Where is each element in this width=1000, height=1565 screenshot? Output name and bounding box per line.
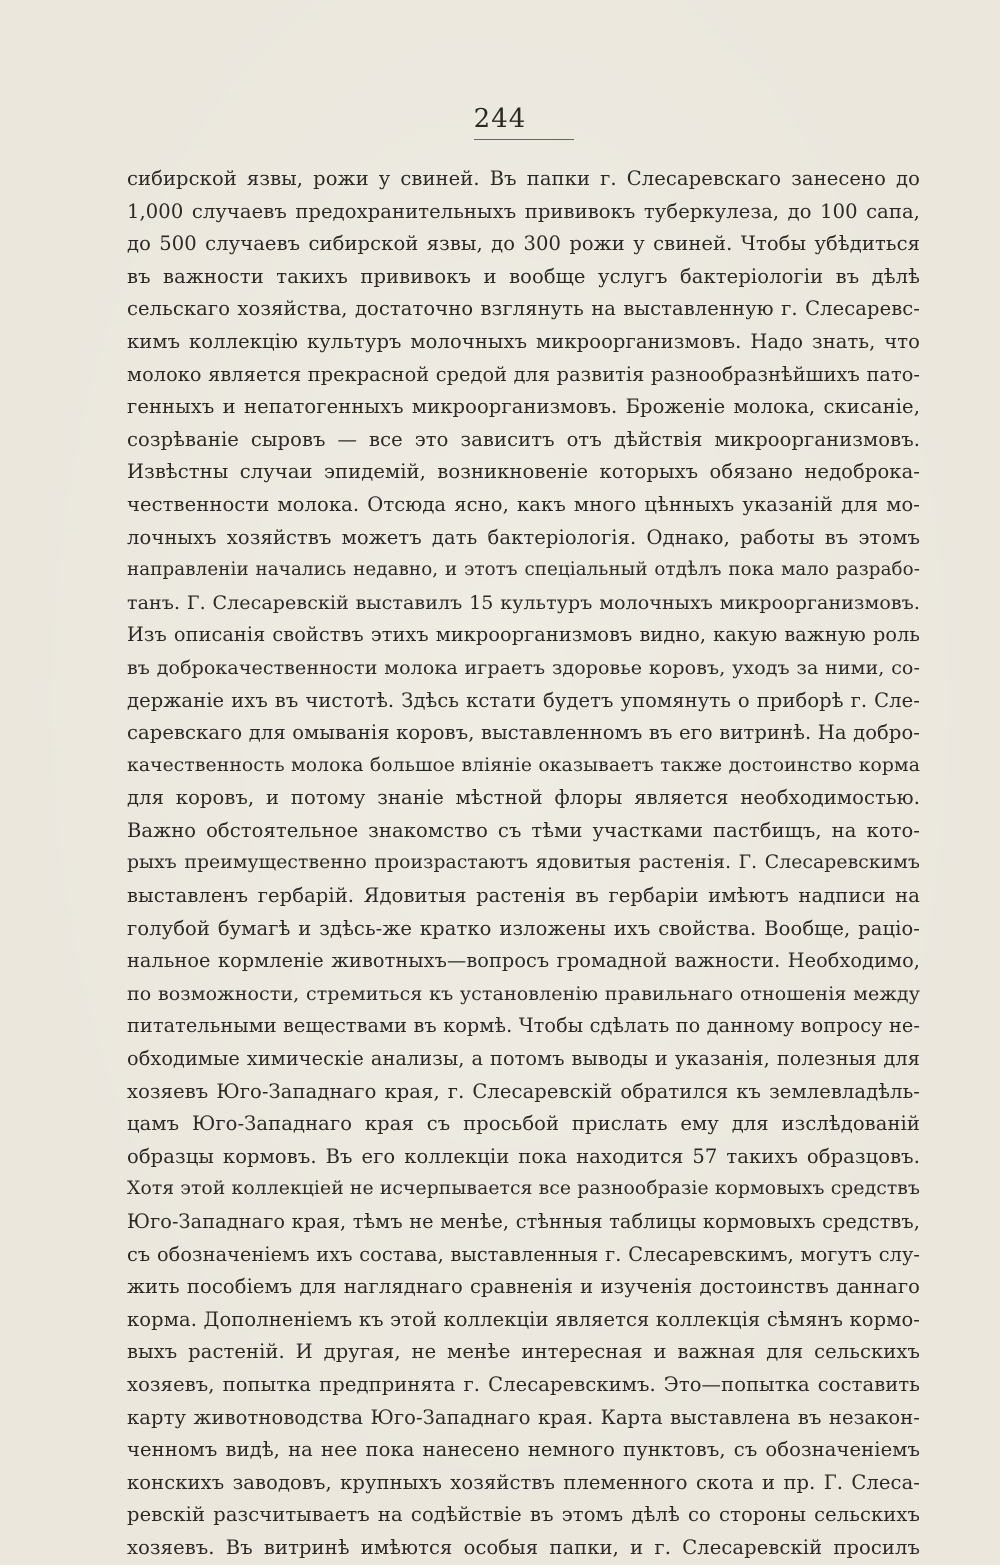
text-line: питательными веществами въ кормѣ. Чтобы сдѣлать по данному вопросу не-	[127, 1014, 920, 1038]
text-line: лочныхъ хозяйствъ можетъ дать бактеріологія. Однако, работы въ этомъ	[127, 525, 920, 549]
text-line: образцы кормовъ. Въ его коллекціи пока находится 57 такихъ образцовъ.	[127, 1144, 920, 1168]
text-line: держаніе ихъ въ чистотѣ. Здѣсь кстати будетъ упомянуть о приборѣ г. Сле-	[127, 688, 920, 712]
text-line: хозяевъ. Въ витринѣ имѣются особыя папки, и г. Слесаревскій просилъ	[127, 1535, 920, 1559]
text-line: обходимые химическіе анализы, а потомъ выводы и указанія, полезныя для	[127, 1047, 920, 1071]
text-line: конскихъ заводовъ, крупныхъ хозяйствъ племенного скота и пр. Г. Слеса-	[127, 1470, 920, 1494]
text-line: качественность молока большое вліяніе оказываетъ также достоинство корма	[127, 754, 920, 776]
text-line: ченномъ видѣ, на нее пока нанесено немного пунктовъ, съ обозначеніемъ	[127, 1438, 920, 1462]
text-line: Изъ описанія свойствъ этихъ микроорганизмовъ видно, какую важную роль	[127, 623, 920, 647]
text-line: генныхъ и непатогенныхъ микроорганизмовъ. Броженіе молока, скисаніе,	[127, 395, 920, 419]
text-line: Извѣстны случаи эпидемій, возникновеніе которыхъ обязано недоброка-	[127, 460, 920, 484]
page-number: 244	[473, 104, 527, 134]
text-line: чественности молока. Отсюда ясно, какъ много цѣнныхъ указаній для мо-	[127, 492, 920, 516]
text-line: нальное кормленіе животныхъ—вопросъ громадной важности. Необходимо,	[127, 949, 920, 973]
text-line: выхъ растеній. И другая, не менѣе интересная и важная для сельскихъ	[127, 1340, 920, 1364]
text-line: хозяевъ, попытка предпринята г. Слесаревскимъ. Это—попытка составить	[127, 1372, 920, 1396]
text-line: созрѣваніе сыровъ — все это зависитъ отъ дѣйствія микроорганизмовъ.	[127, 427, 920, 451]
text-line: голубой бумагѣ и здѣсь-же кратко изложены ихъ свойства. Вообще, раціо-	[127, 916, 920, 940]
text-line: по возможности, стремиться къ установленію правильнаго отношенія между	[127, 982, 920, 1005]
text-line: танъ. Г. Слесаревскій выставилъ 15 культуръ молочныхъ микроорганизмовъ.	[127, 591, 920, 614]
text-line: до 500 случаевъ сибирской язвы, до 300 рожи у свиней. Чтобы убѣдиться	[127, 232, 920, 256]
text-line: выставленъ гербарій. Ядовитыя растенія въ гербаріи имѣютъ надписи на	[127, 884, 920, 908]
text-line: кимъ коллекцію культуръ молочныхъ микроорганизмовъ. Надо знать, что	[127, 329, 920, 353]
text-line: съ обозначеніемъ ихъ состава, выставленныя г. Слесаревскимъ, могутъ слу-	[127, 1242, 920, 1266]
text-line: ревскій разсчитываетъ на содѣйствіе въ этомъ дѣлѣ со стороны сельскихъ	[127, 1503, 920, 1527]
text-line: сибирской язвы, рожи у свиней. Въ папки г. Слесаревскаго занесено до	[127, 167, 920, 190]
text-line: корма. Дополненіемъ къ этой коллекціи является коллекція сѣмянъ кормо-	[127, 1307, 920, 1331]
text-line: цамъ Юго-Западнаго края съ просьбой прислать ему для изслѣдованій	[127, 1112, 920, 1136]
text-line: въ доброкачественности молока играетъ здоровье коровъ, уходъ за ними, со-	[127, 656, 920, 679]
text-line: рыхъ преимущественно произрастаютъ ядовитыя растенія. Г. Слесаревскимъ	[127, 852, 920, 874]
text-line: направленіи начались недавно, и этотъ спеціальный отдѣлъ пока мало разрабо-	[127, 559, 920, 581]
body-text	[127, 163, 920, 1565]
text-line: Важно обстоятельное знакомство съ тѣми участками пастбищъ, на кото-	[127, 818, 920, 842]
page-number-rule	[474, 139, 574, 140]
text-line: Хотя этой коллекціей не исчерпывается все разнообразіе кормовыхъ средствъ	[127, 1178, 920, 1200]
text-line: хозяевъ Юго-Западнаго края, г. Слесаревскій обратился къ землевладѣль-	[127, 1079, 920, 1103]
text-line: Юго-Западнаго края, тѣмъ не менѣе, стѣнныя таблицы кормовыхъ средствъ,	[127, 1210, 920, 1233]
text-line: сельскаго хозяйства, достаточно взглянуть на выставленную г. Слесаревс-	[127, 297, 920, 321]
text-line: 1,000 случаевъ предохранительныхъ прививокъ туберкулеза, до 100 сапа,	[127, 199, 920, 223]
text-line: въ важности такихъ прививокъ и вообще услугъ бактеріологіи въ дѣлѣ	[127, 264, 920, 288]
text-line: жить пособіемъ для нагляднаго сравненія и изученія достоинствъ даннаго	[127, 1275, 920, 1299]
text-line: молоко является прекрасной средой для развитія разнообразнѣйшихъ пато-	[127, 362, 920, 386]
text-line: для коровъ, и потому знаніе мѣстной флоры является необходимостью.	[127, 786, 920, 810]
text-line: саревскаго для омыванія коровъ, выставленномъ въ его витринѣ. На добро-	[127, 721, 920, 745]
text-line: карту животноводства Юго-Западнаго края. Карта выставлена въ незакон-	[127, 1405, 920, 1429]
